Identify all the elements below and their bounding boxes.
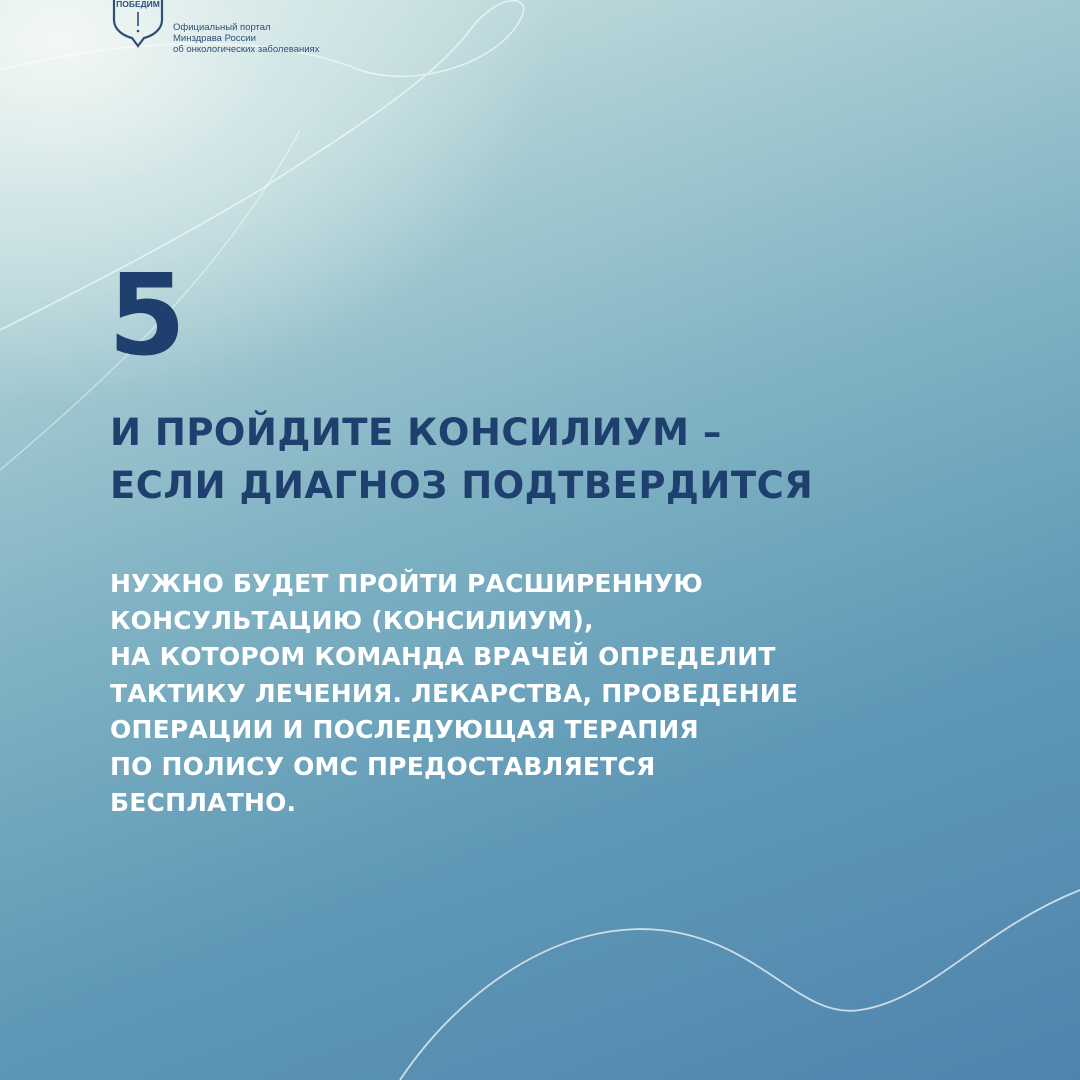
body-line: КОНСУЛЬТАЦИЮ (КОНСИЛИУМ), xyxy=(110,605,594,635)
headline-line: И ПРОЙДИТЕ КОНСИЛИУМ – xyxy=(110,411,722,454)
body-line: ОПЕРАЦИИ И ПОСЛЕДУЮЩАЯ ТЕРАПИЯ xyxy=(110,715,699,744)
logo-caption-line: Минздрава России xyxy=(173,33,256,44)
slide-headline xyxy=(110,406,1010,512)
logo-badge-text: ПОБЕДИМ xyxy=(116,0,160,9)
headline-line: ЕСЛИ ДИАГНОЗ ПОДТВЕРДИТСЯ xyxy=(110,464,814,507)
body-line: ТАКТИКУ ЛЕЧЕНИЯ. ЛЕКАРСТВА, ПРОВЕДЕНИЕ xyxy=(110,678,799,708)
body-line: ПО ПОЛИСУ ОМС ПРЕДОСТАВЛЯЕТСЯ xyxy=(110,751,656,781)
logo-caption-line: об онкологических заболеваниях xyxy=(173,44,320,55)
slide-body-text xyxy=(110,566,1010,822)
logo-caption-line: Официальный портал xyxy=(173,22,271,33)
logo-caption xyxy=(173,22,373,55)
body-line: НА КОТОРОМ КОМАНДА ВРАЧЕЙ ОПРЕДЕЛИТ xyxy=(110,642,776,671)
body-line: НУЖНО БУДЕТ ПРОЙТИ РАСШИРЕННУЮ xyxy=(110,569,703,598)
body-line: БЕСПЛАТНО. xyxy=(110,788,297,817)
pobedim-shield-logo xyxy=(108,0,168,48)
logo xyxy=(108,0,368,56)
step-number: 5 xyxy=(108,251,184,381)
